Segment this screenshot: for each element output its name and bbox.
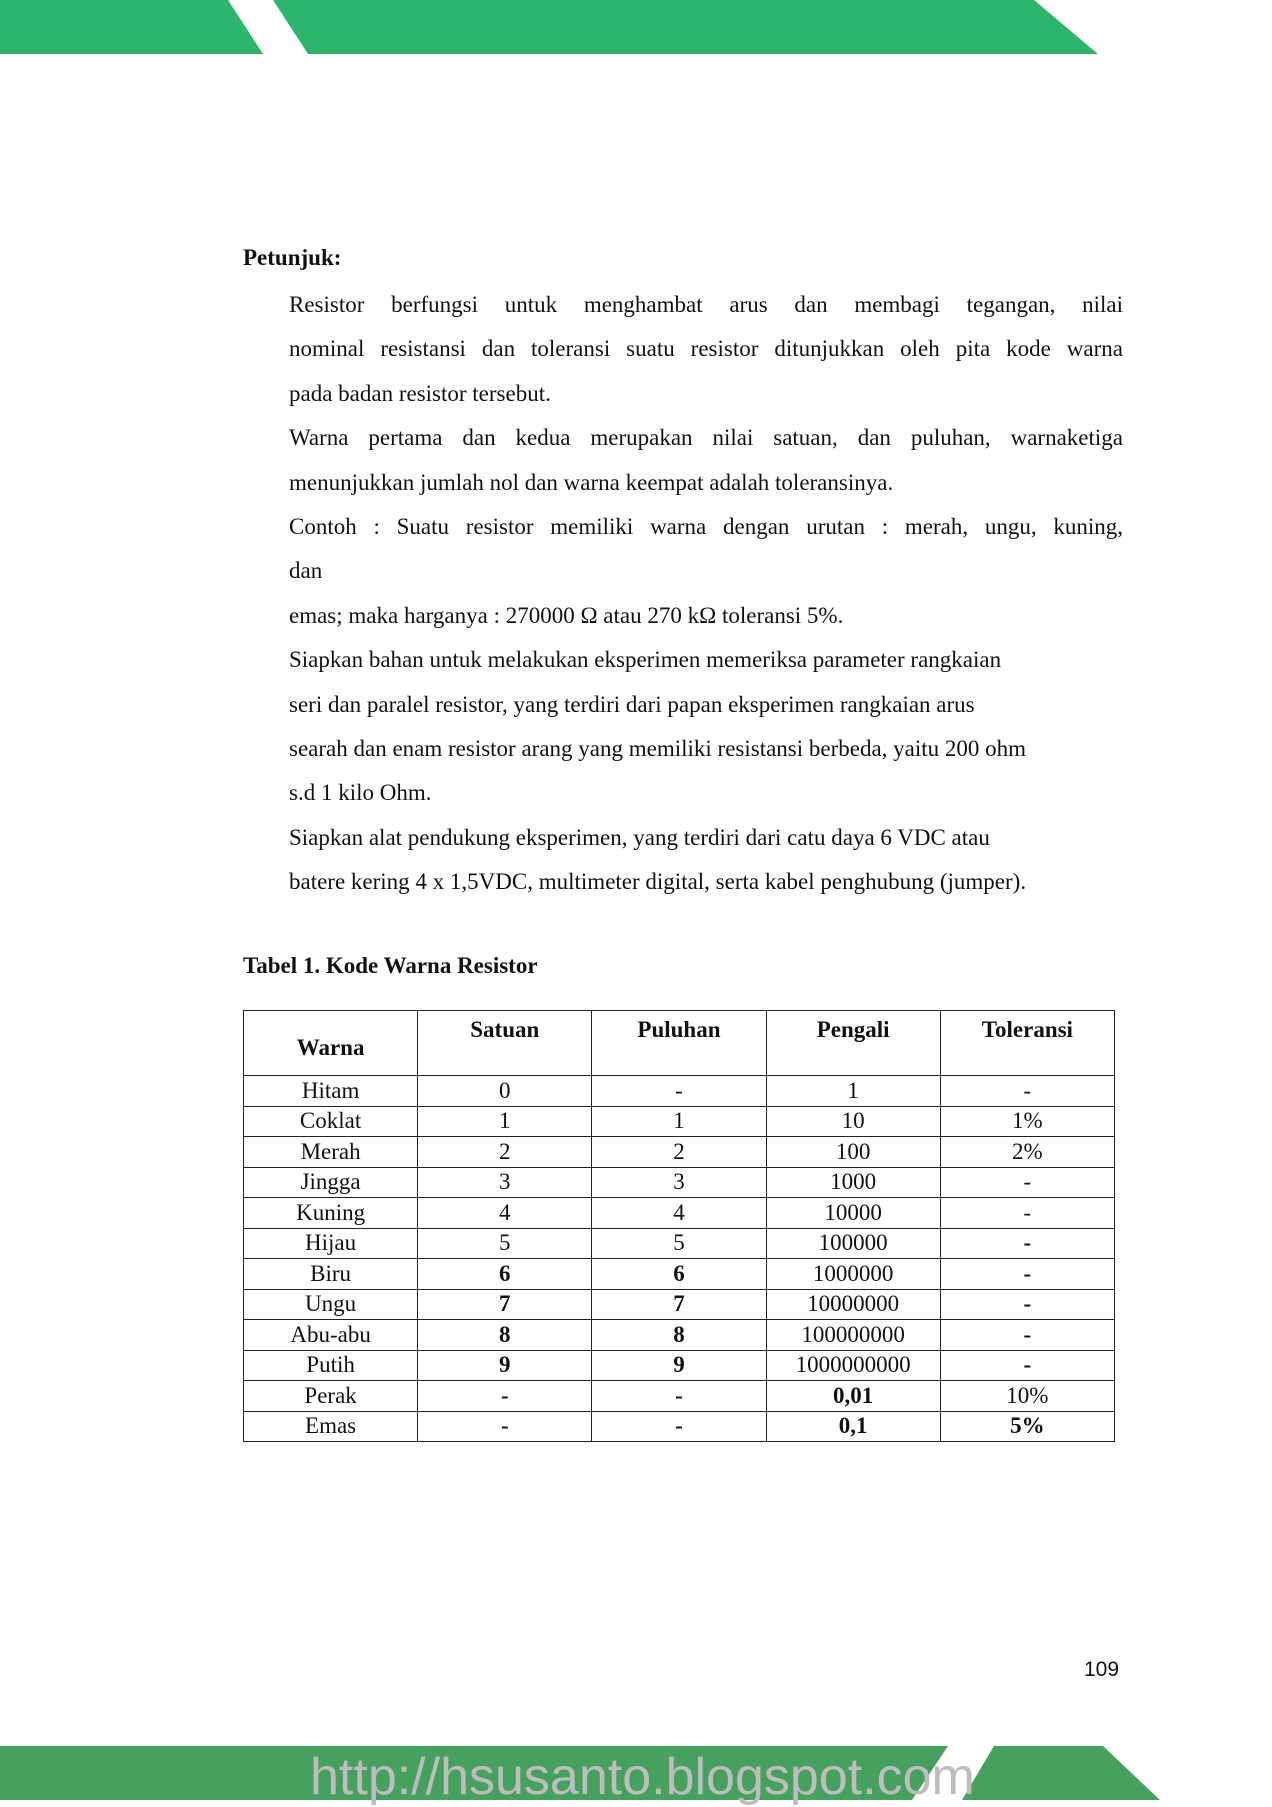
body-line: s.d 1 kilo Ohm. (289, 780, 432, 806)
body-line: batere kering 4 x 1,5VDC, multimeter digital, serta kabel penghubung (jumper). (289, 869, 1027, 895)
body-line: Resistor berfungsi untuk menghambat arus dan membagi tegangan, nilai (289, 292, 1123, 317)
cell-puluhan: 3 (592, 1167, 766, 1198)
column-header-pengali: Pengali (766, 1011, 940, 1076)
cell-pengali: 100 (766, 1137, 940, 1168)
cell-pengali: 100000 (766, 1228, 940, 1259)
cell-puluhan: 5 (592, 1228, 766, 1259)
cell-warna: Abu-abu (244, 1320, 418, 1351)
header-band-left-segment (0, 0, 263, 54)
column-header-toleransi: Toleransi (940, 1011, 1114, 1076)
table-row (244, 1198, 1115, 1229)
cell-toleransi: 2% (940, 1137, 1114, 1168)
cell-pengali: 100000000 (766, 1320, 940, 1351)
body-line: searah dan enam resistor arang yang memiliki resistansi berbeda, yaitu 200 ohm (289, 736, 1027, 762)
body-line: menunjukkan jumlah nol dan warna keempat adalah toleransinya. (289, 469, 894, 495)
cell-pengali: 10000 (766, 1198, 940, 1229)
table-row (244, 1106, 1115, 1137)
cell-puluhan: 6 (592, 1259, 766, 1290)
cell-puluhan: 1 (592, 1106, 766, 1137)
cell-pengali: 1000000 (766, 1259, 940, 1290)
cell-warna: Jingga (244, 1167, 418, 1198)
cell-satuan: 4 (418, 1198, 592, 1229)
column-header-warna: Warna (244, 1011, 418, 1076)
cell-toleransi: 1% (940, 1106, 1114, 1137)
table-row (244, 1137, 1115, 1168)
cell-toleransi: - (940, 1259, 1114, 1290)
cell-satuan: 7 (418, 1289, 592, 1320)
cell-puluhan: - (592, 1411, 766, 1442)
cell-satuan: - (418, 1381, 592, 1412)
cell-toleransi: - (940, 1228, 1114, 1259)
cell-satuan: - (418, 1411, 592, 1442)
cell-pengali: 0,1 (766, 1411, 940, 1442)
body-line: Siapkan bahan untuk melakukan eksperimen memeriksa parameter rangkaian (289, 647, 1002, 673)
cell-pengali: 1000 (766, 1167, 940, 1198)
cell-pengali: 0,01 (766, 1381, 940, 1412)
cell-satuan: 3 (418, 1167, 592, 1198)
column-header-puluhan: Puluhan (592, 1011, 766, 1076)
cell-toleransi: - (940, 1320, 1114, 1351)
cell-toleransi: - (940, 1289, 1114, 1320)
cell-toleransi: - (940, 1198, 1114, 1229)
column-header-satuan: Satuan (418, 1011, 592, 1076)
cell-pengali: 10 (766, 1106, 940, 1137)
cell-warna: Putih (244, 1350, 418, 1381)
cell-warna: Hijau (244, 1228, 418, 1259)
body-line: pada badan resistor tersebut. (289, 380, 551, 406)
cell-satuan: 2 (418, 1137, 592, 1168)
cell-pengali: 10000000 (766, 1289, 940, 1320)
cell-puluhan: - (592, 1381, 766, 1412)
table-row (244, 1167, 1115, 1198)
instructions-body (289, 283, 1123, 905)
table-row (244, 1350, 1115, 1381)
table-row (244, 1228, 1115, 1259)
cell-satuan: 0 (418, 1076, 592, 1107)
cell-satuan: 8 (418, 1320, 592, 1351)
cell-warna: Hitam (244, 1076, 418, 1107)
cell-satuan: 6 (418, 1259, 592, 1290)
table-row (244, 1076, 1115, 1107)
footer-url-watermark: http://hsusanto.blogspot.com (310, 1748, 975, 1806)
cell-pengali: 1 (766, 1076, 940, 1107)
cell-warna: Perak (244, 1381, 418, 1412)
body-line: Siapkan alat pendukung eksperimen, yang terdiri dari catu daya 6 VDC atau (289, 824, 990, 850)
resistor-color-code-table (243, 1010, 1115, 1442)
cell-puluhan: 4 (592, 1198, 766, 1229)
cell-satuan: 5 (418, 1228, 592, 1259)
table-row (244, 1320, 1115, 1351)
body-line: Contoh : Suatu resistor memiliki warna dengan urutan : merah, ungu, kuning, (289, 514, 1123, 540)
cell-toleransi: - (940, 1350, 1114, 1381)
cell-toleransi: - (940, 1167, 1114, 1198)
cell-warna: Emas (244, 1411, 418, 1442)
body-line: seri dan paralel resistor, yang terdiri dari papan eksperimen rangkaian arus (289, 691, 975, 717)
table-row (244, 1411, 1115, 1442)
cell-toleransi: 10% (940, 1381, 1114, 1412)
table-title: Tabel 1. Kode Warna Resistor (243, 953, 538, 978)
cell-satuan: 9 (418, 1350, 592, 1381)
body-line: Warna pertama dan kedua merupakan nilai satuan, dan puluhan, warnaketiga (289, 425, 1123, 451)
cell-toleransi: 5% (940, 1411, 1114, 1442)
table-row (244, 1289, 1115, 1320)
cell-warna: Biru (244, 1259, 418, 1290)
cell-warna: Coklat (244, 1106, 418, 1137)
cell-puluhan: 8 (592, 1320, 766, 1351)
cell-satuan: 1 (418, 1106, 592, 1137)
footer-band-right-segment (962, 1746, 1160, 1800)
cell-puluhan: - (592, 1076, 766, 1107)
cell-pengali: 1000000000 (766, 1350, 940, 1381)
cell-toleransi: - (940, 1076, 1114, 1107)
page-number: 109 (1084, 1658, 1120, 1681)
cell-puluhan: 2 (592, 1137, 766, 1168)
cell-puluhan: 9 (592, 1350, 766, 1381)
body-line: emas; maka harganya : 270000 Ω atau 270 kΩ toleransi 5%. (289, 602, 844, 628)
cell-puluhan: 7 (592, 1289, 766, 1320)
cell-warna: Ungu (244, 1289, 418, 1320)
section-title: Petunjuk: (243, 245, 342, 270)
cell-warna: Merah (244, 1137, 418, 1168)
table-row (244, 1381, 1115, 1412)
table-row (244, 1259, 1115, 1290)
header-band (0, 0, 1272, 54)
body-line: dan (289, 558, 323, 584)
cell-warna: Kuning (244, 1198, 418, 1229)
body-line: nominal resistansi dan toleransi suatu resistor ditunjukkan oleh pita kode warna (289, 336, 1123, 362)
header-band-right-segment (273, 0, 1098, 54)
table-header-row (244, 1011, 1115, 1076)
